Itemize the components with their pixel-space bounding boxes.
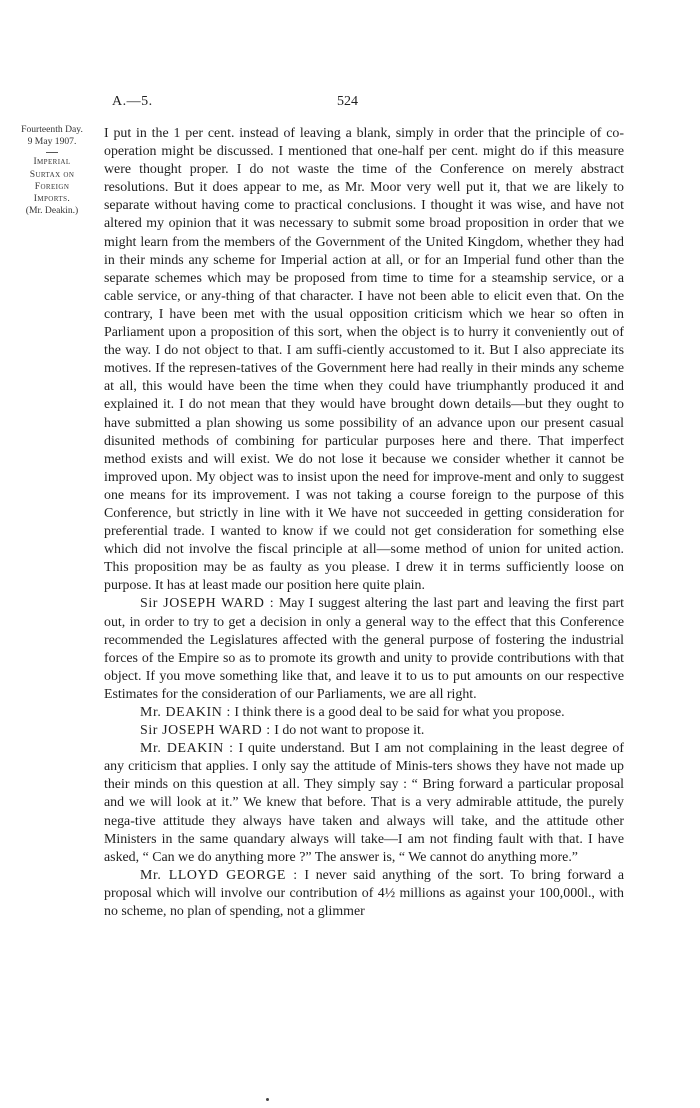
margin-note-divider xyxy=(46,152,58,153)
page-mark xyxy=(266,1098,269,1101)
margin-note-date: 9 May 1907. xyxy=(27,136,77,148)
paragraph-text: May I suggest altering the last part and leaving the first part out, in order to try to get a decision in only a general way to the effect that this Conference recommended the Legislatures affected with the general purpose of fostering the industrial forces of the Empire so as to promote its growth and unity to provide contributions with that object. If you move something like that, and leave it to us to put amounts on our respective Estimates for the consideration of our Parliaments, we are all right. xyxy=(104,596,624,702)
paragraph-text: I do not want to propose it. xyxy=(274,723,425,739)
margin-note-heading-line: Foreign xyxy=(34,180,70,192)
margin-note-heading-line: Surtax on xyxy=(29,168,75,180)
paragraph-text: I quite understand. But I am not complaining in the least degree of any criticism that applies. I only say the attitude of Minis-ters shows they have not made up their minds on this question at all. They simply say : “ Bring forward a particular proposal and we will look at it.” We knew that before. That is a very admirable attitude, the purely nega-tive attitude they always have taken and always will take, and the attitude other Ministers in the same quandary always will take—I am not finding fault with that. I have asked, “ Can we do anything more ?” The answer is, “ We cannot do anything more.” xyxy=(104,741,624,865)
paragraph xyxy=(104,704,624,722)
paragraph-text: I think there is a good deal to be said for what you propose. xyxy=(234,705,565,720)
page-number: 524 xyxy=(337,94,358,109)
margin-note-day: Fourteenth Day. xyxy=(21,124,83,135)
speaker-name: Sir JOSEPH WARD : xyxy=(140,723,271,739)
transcript-body xyxy=(104,125,624,921)
paragraph xyxy=(104,867,624,921)
paragraph-text: I put in the 1 per cent. instead of leaving a blank, simply in order that the principle of co-operation might be discussed. I mentioned that one-half per cent. might do if this measure were thought proper. I do not waste the time of the Conference on merely abstract resolutions. But it does appear to me, as Mr. Moor very well put it, that we are likely to separate without having come to practical conclusions. I thought it was wise, and have not altered my opinion that it was necessary to submit some broad proposition in order that we might learn from the members of the Government of the United Kingdom, whether they had in their minds any scheme for Imperial action at all, or for an Imperial fund other than the separate schemes which may be proposed from time to time for a steamship service, or a cable service, or any-thing of that character. I have not been able to elicit even that. On the contrary, I have been met with the usual opposition criticism which we hear so often in Parliament upon a proposition of this sort, when the object is to hurry it conveniently out of the way. I do not object to that. I am suffi-ciently accustomed to it. But I also appreciate its motives. If the represen-tatives of the Government here had really in their minds any scheme at all, this would have been the time when they could have triumphantly produced it and explained it. I do not mean that they would have brought down details—but they ought to have submitted a plan showing us some possibility of an advance upon our present casual disunited methods of combining for particular purposes here and there. That imperfect method exists and will exist. We do not lose it because we consider whether it cannot be improved upon. My object was to insist upon the need for improve-ment and only to suggest one means for its improvement. I was not taking a course foreign to the purpose of this Conference, but strictly in line with it We have not succeeded in getting consideration for preferential trade. I wanted to know if we could not get consideration for something else which did not involve the fiscal principle at all—some method of union for united action. This proposition may be as faulty as you please. I drew it in terms sufficiently loose on purpose. It has at least made our position here quite plain. xyxy=(104,126,624,594)
speaker-name: Mr. DEAKIN : xyxy=(140,741,234,757)
page-header xyxy=(104,94,624,114)
margin-note-heading-line: Imperial xyxy=(33,156,71,168)
document-reference: A.—5. xyxy=(112,94,153,109)
margin-note-heading-line: Imports. xyxy=(33,193,71,205)
speaker-name: Sir JOSEPH WARD : xyxy=(140,596,275,612)
speaker-name: Mr. LLOYD GEORGE : xyxy=(140,867,298,883)
margin-note-speaker: (Mr. Deakin.) xyxy=(25,205,79,217)
paragraph xyxy=(104,595,624,704)
speaker-name: Mr. DEAKIN : xyxy=(140,705,231,720)
paragraph-text: I never said anything of the sort. To bring forward a proposal which will involve our contribution of 4½ millions as against your 100,000l., with no scheme, no plan of spending, not a glimmer xyxy=(104,867,624,920)
paragraph xyxy=(104,125,624,595)
paragraph xyxy=(104,722,624,740)
margin-note xyxy=(2,124,102,217)
paragraph xyxy=(104,740,624,867)
